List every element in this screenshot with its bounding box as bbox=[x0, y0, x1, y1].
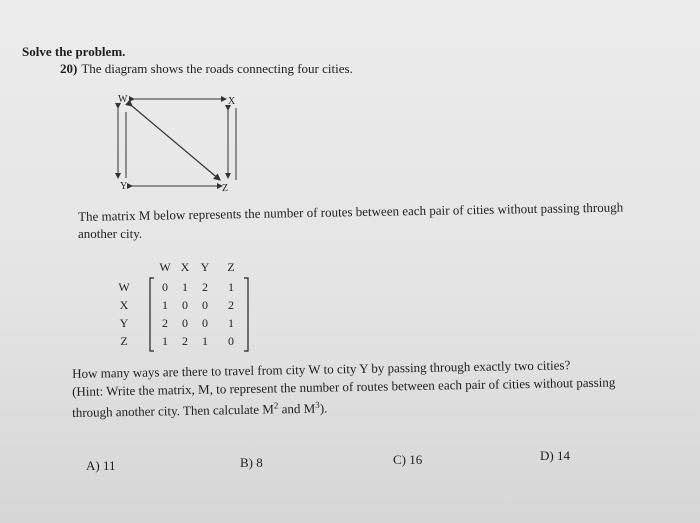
matrix-description-line-2: another city. bbox=[78, 226, 143, 241]
col-label-w: W bbox=[159, 260, 171, 274]
question-line-3-suffix: ). bbox=[319, 400, 328, 416]
matrix-description-line-1: The matrix M below represents the number of routes between each pair of cities without passing through bbox=[78, 199, 624, 224]
matrix-cell: 0 bbox=[182, 316, 188, 330]
row-label-z: Z bbox=[120, 334, 128, 348]
question-line-3-prefix: through another city. Then calculate M bbox=[72, 401, 275, 420]
matrix-cell: 0 bbox=[202, 298, 208, 312]
question-line-2: (Hint: Write the matrix, M, to represent the number of routes between each pair of cities without passing bbox=[72, 374, 616, 399]
choice-d[interactable]: D) 14 bbox=[540, 448, 570, 463]
matrix-cell: 2 bbox=[228, 298, 234, 312]
matrix-cell: 0 bbox=[162, 280, 168, 294]
left-bracket bbox=[150, 278, 154, 351]
road-diagram-graphic bbox=[110, 88, 250, 194]
node-x: X bbox=[228, 96, 236, 107]
road-diagram bbox=[110, 88, 250, 194]
matrix-cell: 1 bbox=[228, 280, 234, 294]
col-label-x: X bbox=[180, 260, 190, 274]
adjacency-matrix bbox=[110, 256, 270, 356]
choice-a[interactable]: A) 11 bbox=[86, 458, 116, 473]
right-bracket bbox=[244, 278, 248, 351]
matrix-cell: 1 bbox=[182, 280, 188, 294]
instruction-heading: Solve the problem. bbox=[22, 44, 126, 59]
exponent-3: 3 bbox=[315, 399, 320, 410]
node-y: Y bbox=[120, 181, 128, 192]
exponent-2: 2 bbox=[273, 400, 279, 411]
matrix-cell: 2 bbox=[182, 334, 188, 348]
matrix-cell: 0 bbox=[202, 316, 208, 330]
node-w: W bbox=[118, 94, 128, 105]
matrix-cell: 1 bbox=[162, 334, 168, 348]
row-label-w: W bbox=[118, 280, 130, 294]
choice-c[interactable]: C) 16 bbox=[393, 452, 423, 467]
matrix-cell: 1 bbox=[162, 298, 168, 312]
row-label-x: X bbox=[119, 298, 129, 312]
row-label-y: Y bbox=[119, 316, 129, 330]
col-label-z: Z bbox=[227, 260, 235, 274]
question-intro: The diagram shows the roads connecting four cities. bbox=[81, 61, 353, 76]
question-line-3 bbox=[72, 400, 327, 421]
question-line-3-mid: and M bbox=[278, 400, 316, 417]
matrix-cell: 1 bbox=[202, 334, 208, 348]
col-label-y: Y bbox=[200, 260, 210, 274]
question-number: 20) bbox=[60, 61, 78, 76]
road-w-z bbox=[132, 106, 220, 180]
matrix-cell: 1 bbox=[228, 316, 234, 330]
matrix-cell: 2 bbox=[162, 316, 168, 330]
choice-b[interactable]: B) 8 bbox=[240, 455, 263, 470]
question-header bbox=[60, 61, 353, 77]
question-line-1: How many ways are there to travel from city W to city Y by passing through exactly two cities? bbox=[72, 357, 571, 381]
matrix-cell: 2 bbox=[202, 280, 208, 294]
node-z: Z bbox=[222, 183, 229, 194]
matrix-cell: 0 bbox=[182, 298, 188, 312]
matrix-cell: 0 bbox=[228, 334, 234, 348]
